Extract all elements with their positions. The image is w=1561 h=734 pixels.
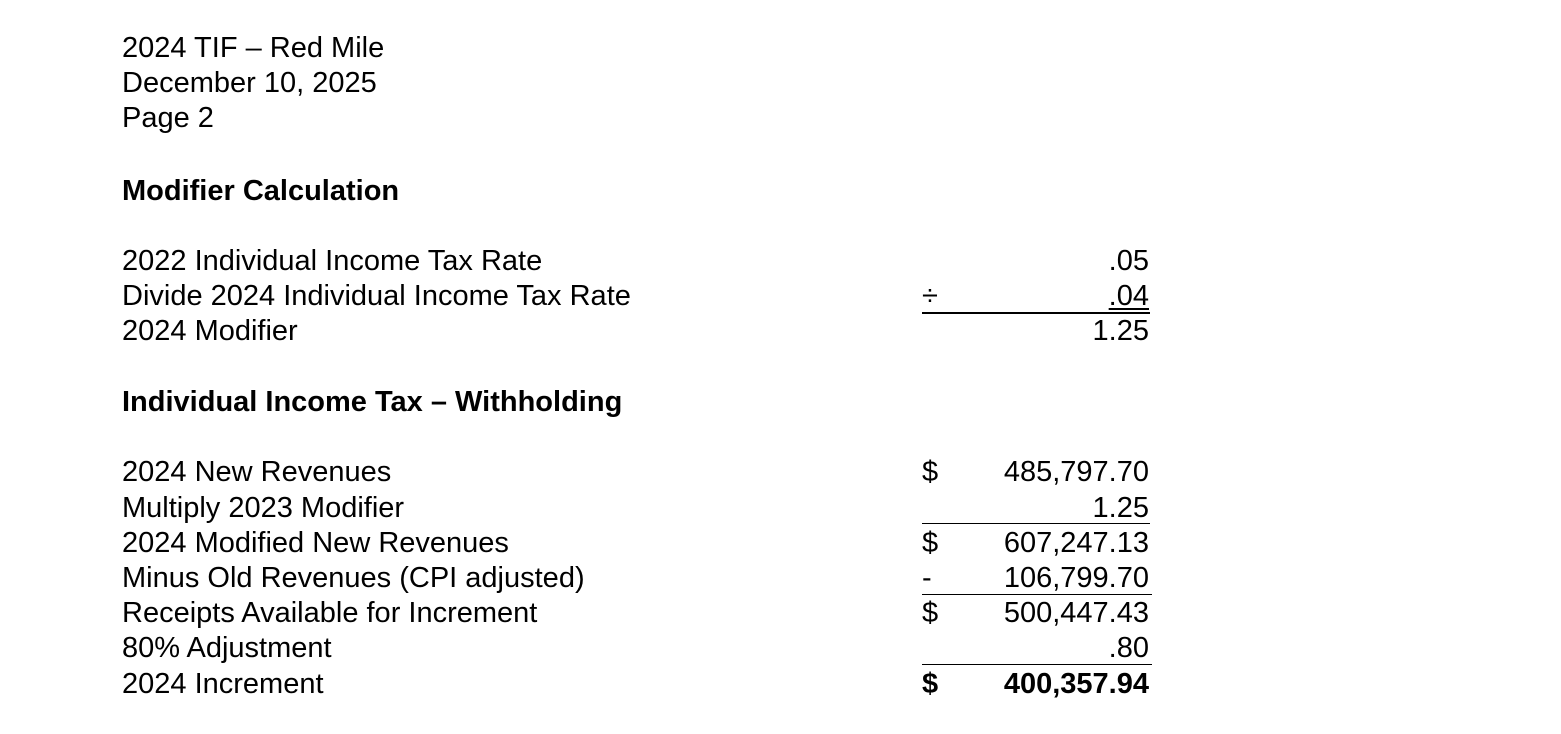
row-label: Multiply 2023 Modifier: [122, 492, 405, 524]
divide-symbol: ÷: [922, 280, 938, 312]
modifier-row-income-tax-rate-2022: [122, 244, 1162, 279]
row-value: 607,247.13: [1003, 527, 1149, 559]
row-value: 485,797.70: [1003, 456, 1149, 488]
row-label: 2024 Modified New Revenues: [122, 527, 509, 559]
withholding-heading: Individual Income Tax – Withholding: [122, 386, 623, 418]
withholding-row-adjustment: [122, 631, 1162, 666]
row-label: 2022 Individual Income Tax Rate: [122, 245, 543, 277]
row-label: 2024 Modifier: [122, 315, 298, 347]
row-label: Receipts Available for Increment: [122, 597, 538, 629]
total-value: 400,357.94: [1003, 668, 1149, 700]
currency-symbol: $: [922, 456, 939, 488]
row-value: 1.25: [1092, 492, 1149, 524]
subtotal-rule: [922, 523, 1150, 524]
row-value: .80: [1108, 632, 1149, 664]
withholding-row-modified-new-revenues: [122, 526, 1162, 561]
row-value: 106,799.70: [1003, 562, 1149, 594]
subtotal-rule: [922, 664, 1152, 665]
withholding-row-minus-old-revenues: [122, 561, 1162, 596]
row-value: .04: [1108, 280, 1149, 312]
row-label: 2024 Increment: [122, 668, 324, 700]
row-value: 500,447.43: [1003, 597, 1149, 629]
currency-symbol: $: [922, 597, 939, 629]
currency-symbol: $: [922, 668, 939, 700]
minus-symbol: -: [922, 562, 932, 594]
row-label: Divide 2024 Individual Income Tax Rate: [122, 280, 631, 312]
withholding-row-multiply-modifier: [122, 491, 1162, 526]
row-value: .05: [1108, 245, 1149, 277]
withholding-row-new-revenues: [122, 455, 1162, 490]
modifier-row-divide-tax-rate-2024: [122, 279, 1162, 314]
subtotal-rule: [922, 594, 1152, 595]
currency-symbol: $: [922, 527, 939, 559]
withholding-row-increment-total: [122, 667, 1162, 702]
withholding-row-receipts-available: [122, 596, 1162, 631]
document-date: December 10, 2025: [122, 67, 377, 99]
modifier-row-result-2024: [122, 314, 1162, 349]
modifier-heading: Modifier Calculation: [122, 175, 400, 207]
row-label: 80% Adjustment: [122, 632, 332, 664]
page-number: Page 2: [122, 102, 214, 134]
row-label: 2024 New Revenues: [122, 456, 392, 488]
document-title: 2024 TIF – Red Mile: [122, 32, 385, 64]
row-label: Minus Old Revenues (CPI adjusted): [122, 562, 585, 594]
row-value: 1.25: [1092, 315, 1149, 347]
